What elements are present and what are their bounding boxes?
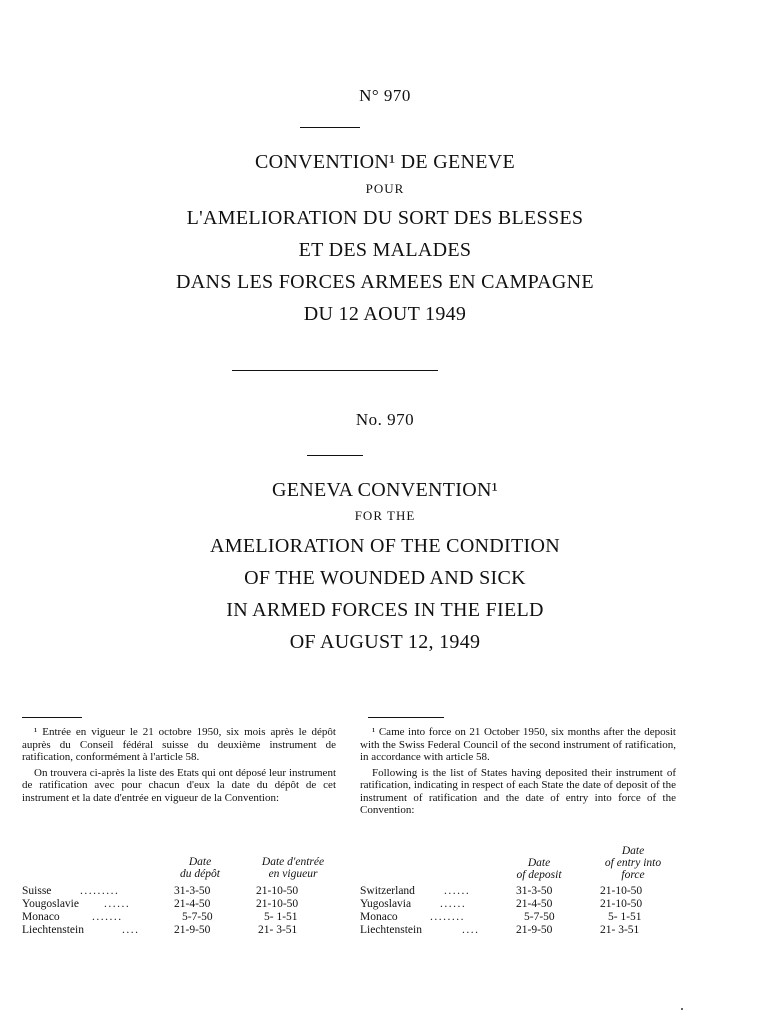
entry-date: 21-10-50 [600, 885, 643, 897]
state-name: Yougoslavie [22, 898, 79, 910]
leader-dots: ........ [430, 911, 465, 923]
deposit-date: 21-4-50 [516, 898, 553, 910]
entry-date: 21- 3-51 [258, 924, 298, 936]
entry-date: 21-10-50 [256, 885, 299, 897]
deposit-date: 5-7-50 [182, 911, 213, 923]
leader-dots: ...... [104, 898, 131, 910]
entry-date: 5- 1-51 [264, 911, 298, 923]
english-ratification-table [360, 845, 680, 937]
french-col-deposit-header: Date du dépôt [180, 856, 220, 880]
french-footnote [22, 726, 336, 804]
deposit-date: 21-4-50 [174, 898, 211, 910]
french-footnote-paragraph-1: ¹ Entrée en vigueur le 21 octobre 1950, six mois après le dépôt auprès du Conseil fédéral suisse du deuxième instrument de ratification, conformément à l'article 58. [22, 726, 336, 763]
french-ratification-table [22, 856, 342, 936]
english-title-line-5: IN ARMED FORCES IN THE FIELD [226, 599, 544, 621]
french-title-line-1: CONVENTION¹ DE GENEVE [254, 151, 516, 173]
english-title-line-3: AMELIORATION OF THE CONDITION [210, 535, 560, 557]
leader-dots: ......... [80, 885, 120, 897]
state-name: Liechtenstein [22, 924, 84, 936]
deposit-date: 31-3-50 [174, 885, 211, 897]
english-number-rule [307, 455, 363, 456]
state-name: Liechtenstein [360, 924, 422, 936]
state-name: Suisse [22, 885, 52, 897]
english-title-line-6: OF AUGUST 12, 1949 [289, 631, 481, 653]
french-title-line-4: ET DES MALADES [298, 239, 472, 261]
french-title-line-2: POUR [365, 181, 405, 196]
page-speck [681, 1008, 683, 1010]
entry-date: 5- 1-51 [608, 911, 642, 923]
french-title-line-5: DANS LES FORCES ARMEES EN CAMPAGNE [176, 271, 594, 293]
deposit-date: 31-3-50 [516, 885, 553, 897]
english-footnote-paragraph-1: ¹ Came into force on 21 October 1950, six months after the deposit with the Swiss Federal Council of the second instrument of ratification, in accordance with article 58. [360, 726, 676, 763]
section-divider-rule [232, 370, 438, 371]
entry-date: 21-10-50 [600, 898, 643, 910]
french-title-line-6: DU 12 AOUT 1949 [303, 303, 467, 325]
leader-dots: .... [462, 924, 480, 936]
state-name: Switzerland [360, 885, 415, 897]
leader-dots: ...... [444, 885, 471, 897]
english-title-line-4: OF THE WOUNDED AND SICK [244, 567, 526, 589]
french-footnote-paragraph-2: On trouvera ci-après la liste des Etats qui ont déposé leur instrument de ratification avec pour chacun d'eux la date du dépôt de cet instrument et la date d'entrée en vigueur de la Convention: [22, 766, 336, 804]
french-document-number: N° 970 [359, 86, 411, 105]
english-title-line-2: FOR THE [354, 508, 416, 523]
english-title-line-1: GENEVA CONVENTION¹ [271, 479, 498, 501]
deposit-date: 5-7-50 [524, 911, 555, 923]
french-footnote-rule [22, 717, 82, 718]
state-name: Yugoslavia [360, 898, 412, 910]
entry-date: 21-10-50 [256, 898, 299, 910]
state-name: Monaco [22, 911, 60, 923]
english-footnote-paragraph-2: Following is the list of States having deposited their instrument of ratification, indicating in respect of each State the date of deposit of the instrument of ratification and the date of entry into force of the Convention: [360, 766, 676, 816]
english-col-entry-header: Date of entry into force [604, 845, 662, 881]
english-footnote-rule [368, 717, 444, 718]
leader-dots: .... [122, 924, 140, 936]
english-footnote [360, 726, 676, 817]
deposit-date: 21-9-50 [174, 924, 211, 936]
english-col-deposit-header: Date of deposit [516, 857, 562, 881]
deposit-date: 21-9-50 [516, 924, 553, 936]
english-document-number: No. 970 [355, 410, 415, 429]
french-col-entry-header: Date d'entrée en vigueur [261, 856, 325, 880]
french-title-line-3: L'AMELIORATION DU SORT DES BLESSES [186, 207, 584, 229]
leader-dots: ...... [440, 898, 467, 910]
entry-date: 21- 3-51 [600, 924, 640, 936]
french-number-rule [300, 127, 360, 128]
state-name: Monaco [360, 911, 398, 923]
leader-dots: ....... [92, 911, 123, 923]
